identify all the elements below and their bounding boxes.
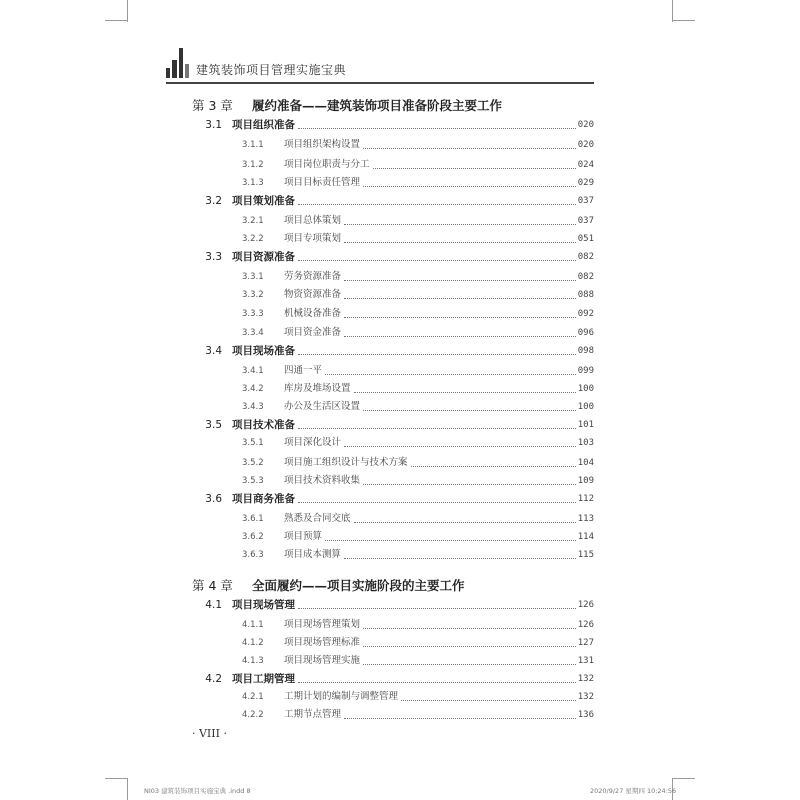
toc-subsection-entry[interactable] <box>242 688 594 704</box>
toc-dot-leader <box>344 316 576 318</box>
toc-entry-title: 项目现场管理实施 <box>284 655 361 666</box>
toc-dot-leader <box>344 223 576 225</box>
toc-section-entry[interactable] <box>192 596 594 612</box>
crop-mark <box>105 20 127 21</box>
header-rule <box>166 82 594 84</box>
toc-entry-number: 3.3.1 <box>242 272 264 282</box>
toc-dot-leader <box>344 717 576 719</box>
toc-entry-number: 3.2.2 <box>242 234 264 244</box>
toc-entry-page: 051 <box>577 234 594 244</box>
toc-entry-page: 104 <box>577 458 594 468</box>
toc-entry-number: 3.1 <box>205 119 222 131</box>
running-header-title: 建筑装饰项目管理实施宝典 <box>196 63 347 77</box>
toc-subsection-entry[interactable] <box>242 212 594 228</box>
toc-entry-number: 3.6.3 <box>242 550 264 560</box>
toc-entry-page: 100 <box>577 402 594 412</box>
toc-entry-number: 3.5.2 <box>242 458 264 468</box>
toc-subsection-entry[interactable] <box>242 305 594 321</box>
crop-mark <box>127 0 128 22</box>
toc-entry-page: 096 <box>577 328 594 338</box>
toc-entry-title: 项目资金准备 <box>284 327 342 338</box>
toc-entry-number: 3.5.3 <box>242 476 264 486</box>
toc-entry-number: 3.6 <box>205 493 222 505</box>
toc-entry-page: 099 <box>577 366 594 376</box>
toc-entry-title: 项目商务准备 <box>232 493 295 505</box>
toc-dot-leader <box>363 409 576 411</box>
toc-entry-number: 3.3 <box>205 251 222 263</box>
toc-entry-page: 126 <box>577 620 594 630</box>
toc-entry-page: 131 <box>577 656 594 666</box>
toc-entry-title: 项目目标责任管理 <box>284 177 361 188</box>
toc-entry-page: 088 <box>577 290 594 300</box>
toc-entry-title: 项目策划准备 <box>232 195 295 207</box>
toc-entry-number: 3.1.2 <box>242 160 264 170</box>
toc-entry-page: 132 <box>577 692 594 702</box>
toc-subsection-entry[interactable] <box>242 174 594 190</box>
toc-entry-number: 3.1.1 <box>242 140 264 150</box>
toc-subsection-entry[interactable] <box>242 472 594 488</box>
toc-subsection-entry[interactable] <box>242 706 594 722</box>
toc-dot-leader <box>298 259 576 261</box>
toc-entry-page: 115 <box>577 550 594 560</box>
toc-subsection-entry[interactable] <box>242 268 594 284</box>
toc-entry-page: 101 <box>577 420 594 430</box>
toc-section-entry[interactable] <box>192 116 594 132</box>
toc-chapter-heading <box>192 96 594 114</box>
toc-entry-title: 项目现场管理 <box>232 599 295 611</box>
toc-dot-leader <box>373 167 576 169</box>
toc-entry-page: 037 <box>577 216 594 226</box>
toc-entry-number: 4.1.2 <box>242 638 264 648</box>
toc-section-entry[interactable] <box>192 416 594 432</box>
toc-dot-leader <box>298 427 576 429</box>
toc-entry-page: 100 <box>577 384 594 394</box>
toc-dot-leader <box>298 681 576 683</box>
toc-entry-page: 132 <box>577 674 594 684</box>
toc-entry-title: 熟悉及合同交底 <box>284 513 351 524</box>
toc-entry-title: 项目施工组织设计与技术方案 <box>284 457 408 468</box>
toc-entry-title: 项目组织架构设置 <box>284 139 361 150</box>
toc-entry-page: 020 <box>577 120 594 130</box>
toc-entry-number: 4.1.1 <box>242 620 264 630</box>
toc-entry-page: 020 <box>577 140 594 150</box>
toc-subsection-entry[interactable] <box>242 380 594 396</box>
toc-entry-title: 项目组织准备 <box>232 119 295 131</box>
toc-entry-title: 办公及生活区设置 <box>284 401 361 412</box>
toc-chapter-heading <box>192 576 594 594</box>
toc-entry-title: 项目工期管理 <box>232 673 295 685</box>
toc-subsection-entry[interactable] <box>242 510 594 526</box>
page-number: · VIII · <box>192 727 227 740</box>
toc-entry-title: 项目岗位职责与分工 <box>284 159 370 170</box>
toc-entry-title: 项目技术资料收集 <box>284 475 361 486</box>
toc-dot-leader <box>363 147 576 149</box>
toc-entry-number: 3.3.2 <box>242 290 264 300</box>
toc-entry-title: 机械设备准备 <box>284 308 342 319</box>
toc-entry-page: 082 <box>577 272 594 282</box>
toc-section-entry[interactable] <box>192 342 594 358</box>
toc-entry-number: 4.1 <box>205 599 222 611</box>
toc-entry-number: 4.2.1 <box>242 692 264 702</box>
crop-mark <box>673 778 695 779</box>
toc-subsection-entry[interactable] <box>242 528 594 544</box>
toc-dot-leader <box>298 203 576 205</box>
toc-subsection-entry[interactable] <box>242 546 594 562</box>
toc-entry-number: 4.2.2 <box>242 710 264 720</box>
toc-entry-number: 4.2 <box>205 673 222 685</box>
running-header <box>166 50 594 84</box>
toc-entry-title: 库房及堆场设置 <box>284 383 351 394</box>
toc-dot-leader <box>344 279 576 281</box>
toc-entry-title: 项目深化设计 <box>284 437 342 448</box>
toc-entry-number: 3.6.2 <box>242 532 264 542</box>
toc-entry-title: 项目现场管理策划 <box>284 619 361 630</box>
toc-subsection-entry[interactable] <box>242 454 594 470</box>
toc-entry-page: 113 <box>577 514 594 524</box>
toc-dot-leader <box>363 627 576 629</box>
toc-entry-title: 项目现场准备 <box>232 345 295 357</box>
toc-section-entry[interactable] <box>192 248 594 264</box>
toc-entry-title: 项目总体策划 <box>284 215 342 226</box>
toc-subsection-entry[interactable] <box>242 286 594 302</box>
toc-entry-title: 项目专项策划 <box>284 233 342 244</box>
toc-entry-page: 136 <box>577 710 594 720</box>
toc-entry-page: 109 <box>577 476 594 486</box>
toc-entry-page: 103 <box>577 438 594 448</box>
toc-entry-title: 四通一平 <box>284 365 323 376</box>
toc-subsection-entry[interactable] <box>242 616 594 632</box>
toc-entry-title: 项目技术准备 <box>232 419 295 431</box>
toc-entry-number: 3.2.1 <box>242 216 264 226</box>
toc-entry-title: 工期节点管理 <box>284 709 342 720</box>
toc-dot-leader <box>363 185 576 187</box>
toc-entry-page: 126 <box>577 600 594 610</box>
toc-entry-number: 3.4 <box>205 345 222 357</box>
toc-dot-leader <box>298 607 576 609</box>
toc-dot-leader <box>363 483 576 485</box>
toc-entry-page: 092 <box>577 309 594 319</box>
toc-entry-page: 127 <box>577 638 594 648</box>
toc-chapter-title: 全面履约——项目实施阶段的主要工作 <box>252 578 465 593</box>
toc-subsection-entry[interactable] <box>242 136 594 152</box>
toc-entry-page: 037 <box>577 196 594 206</box>
toc-entry-number: 3.3.4 <box>242 328 264 338</box>
toc-entry-number: 3.5 <box>205 419 222 431</box>
toc-entry-page: 024 <box>577 160 594 170</box>
toc-entry-title: 项目资源准备 <box>232 251 295 263</box>
toc-chapter-number: 第 4 章 <box>192 578 233 593</box>
toc-dot-leader <box>354 521 576 523</box>
toc-entry-page: 114 <box>577 532 594 542</box>
toc-subsection-entry[interactable] <box>242 634 594 650</box>
toc-dot-leader <box>354 391 576 393</box>
toc-entry-page: 098 <box>577 346 594 356</box>
toc-entry-page: 029 <box>577 178 594 188</box>
crop-mark <box>672 0 673 22</box>
toc-section-entry[interactable] <box>192 670 594 686</box>
toc-subsection-entry[interactable] <box>242 434 594 450</box>
toc-dot-leader <box>363 663 576 665</box>
toc-entry-title: 工期计划的编制与调整管理 <box>284 691 399 702</box>
toc-entry-title: 劳务资源准备 <box>284 271 342 282</box>
toc-subsection-entry[interactable] <box>242 156 594 172</box>
toc-dot-leader <box>298 501 576 503</box>
toc-entry-page: 082 <box>577 252 594 262</box>
toc-subsection-entry[interactable] <box>242 324 594 340</box>
crop-mark <box>673 20 695 21</box>
toc-entry-number: 3.2 <box>205 195 222 207</box>
toc-dot-leader <box>325 373 576 375</box>
toc-dot-leader <box>344 241 576 243</box>
toc-chapter-number: 第 3 章 <box>192 98 233 113</box>
toc-dot-leader <box>344 335 576 337</box>
toc-entry-title: 项目成本测算 <box>284 549 342 560</box>
toc-entry-number: 3.4.2 <box>242 384 264 394</box>
toc-entry-number: 3.4.3 <box>242 402 264 412</box>
toc-subsection-entry[interactable] <box>242 362 594 378</box>
crop-mark <box>105 778 127 779</box>
toc-section-entry[interactable] <box>192 192 594 208</box>
toc-dot-leader <box>344 445 576 447</box>
toc-entry-number: 3.4.1 <box>242 366 264 376</box>
toc-dot-leader <box>325 539 576 541</box>
toc-subsection-entry[interactable] <box>242 230 594 246</box>
toc-entry-title: 项目现场管理标准 <box>284 637 361 648</box>
toc-entry-number: 3.6.1 <box>242 514 264 524</box>
toc-dot-leader <box>401 699 576 701</box>
toc-entry-number: 3.5.1 <box>242 438 264 448</box>
toc-chapter-title: 履约准备——建筑装饰项目准备阶段主要工作 <box>252 98 503 113</box>
print-slug-date: 2020/9/27 星期四 10:24:56 <box>590 787 677 795</box>
book-logo-icon <box>166 48 192 78</box>
print-slug-file: NI03 建筑装饰项目实施宝典 .indd 8 <box>144 787 251 795</box>
toc-entry-page: 112 <box>577 494 594 504</box>
toc-dot-leader <box>344 297 576 299</box>
toc-entry-number: 3.1.3 <box>242 178 264 188</box>
toc-dot-leader <box>344 557 576 559</box>
toc-dot-leader <box>363 645 576 647</box>
toc-entry-number: 4.1.3 <box>242 656 264 666</box>
toc-subsection-entry[interactable] <box>242 652 594 668</box>
toc-dot-leader <box>298 127 576 129</box>
toc-subsection-entry[interactable] <box>242 398 594 414</box>
toc-entry-title: 物资资源准备 <box>284 289 342 300</box>
toc-entry-number: 3.3.3 <box>242 309 264 319</box>
crop-mark <box>127 778 128 800</box>
toc-entry-title: 项目预算 <box>284 531 323 542</box>
toc-section-entry[interactable] <box>192 490 594 506</box>
toc-dot-leader <box>298 353 576 355</box>
toc-dot-leader <box>411 465 576 467</box>
